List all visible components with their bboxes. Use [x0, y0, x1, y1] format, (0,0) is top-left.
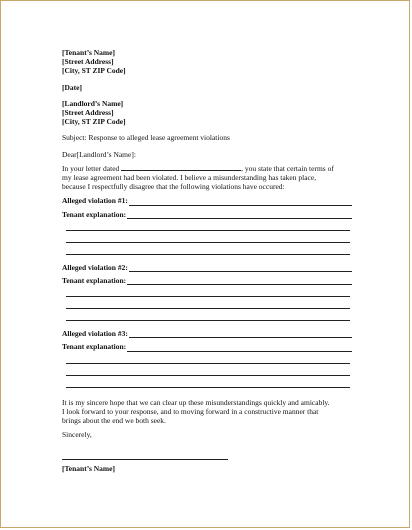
violation-2-explanation-label: Tenant explanation:	[62, 276, 127, 286]
closing-line3: brings about the end we both seek.	[62, 416, 166, 426]
violation-2-label: Alleged violation #2:	[62, 262, 128, 272]
intro-paragraph	[62, 163, 352, 192]
intro-line2: my lease agreement had been violated. I believe a misunderstanding has taken place,	[62, 173, 317, 183]
violation-3-explanation-line[interactable]	[127, 344, 352, 352]
sincerely: Sincerely,	[62, 430, 92, 440]
closing-paragraph	[62, 398, 352, 426]
intro-part1: In your letter dated	[62, 163, 120, 173]
letter-subject: Subject: Response to alleged lease agreement violations	[62, 133, 230, 143]
landlord-street: [Street Address]	[62, 108, 114, 118]
violation-3-explanation-label: Tenant explanation:	[62, 342, 127, 352]
closing-line1: It is my sincere hope that we can clear up these misunderstandings quickly and amicably.	[62, 397, 330, 407]
violation-1-explanation-row	[62, 210, 352, 219]
violation-3-label: Alleged violation #3:	[62, 329, 128, 339]
violation-1-row	[62, 196, 352, 205]
violation-3-line[interactable]	[129, 330, 352, 338]
violation-1-explanation-line[interactable]	[127, 211, 352, 219]
explanation-line[interactable]	[66, 230, 350, 231]
explanation-line[interactable]	[66, 375, 350, 376]
violation-1-explanation-lines	[62, 230, 352, 255]
tenant-street: [Street Address]	[62, 57, 114, 67]
date-blank-line[interactable]	[121, 163, 241, 171]
explanation-line[interactable]	[66, 308, 350, 309]
tenant-city: [City, ST ZIP Code]	[62, 66, 126, 76]
violation-2-line[interactable]	[129, 264, 352, 272]
landlord-address-block	[62, 99, 352, 127]
violation-3-row	[62, 329, 352, 338]
intro-line3: because I respectfully disagree that the following violations have occured:	[62, 182, 285, 192]
violation-2-explanation-line[interactable]	[127, 277, 352, 285]
letter-content	[62, 48, 352, 474]
salutation: Dear[Landlord’s Name]:	[62, 149, 136, 159]
violation-2-explanation-lines	[62, 296, 352, 321]
violation-2-explanation-row	[62, 276, 352, 285]
tenant-address-block	[62, 48, 352, 76]
intro-part2: , you state that certain terms of	[241, 163, 334, 173]
violation-3-explanation-lines	[62, 363, 352, 388]
violation-1-label: Alleged violation #1:	[62, 196, 128, 206]
tenant-name: [Tenant’s Name]	[62, 48, 115, 57]
violation-1-line[interactable]	[129, 198, 352, 206]
landlord-city: [City, ST ZIP Code]	[62, 117, 126, 127]
letter-date: [Date]	[62, 82, 82, 92]
landlord-name: [Landlord’s Name]	[62, 98, 124, 108]
signature-name: [Tenant’s Name]	[62, 464, 115, 474]
explanation-line[interactable]	[66, 242, 350, 243]
violation-2-row	[62, 263, 352, 272]
explanation-line[interactable]	[66, 363, 350, 364]
violation-3-explanation-row	[62, 342, 352, 351]
closing-line2: I look forward to your response, and to moving forward in a constructive manner that	[62, 406, 319, 416]
explanation-line[interactable]	[66, 296, 350, 297]
violation-1-explanation-label: Tenant explanation:	[62, 209, 127, 219]
